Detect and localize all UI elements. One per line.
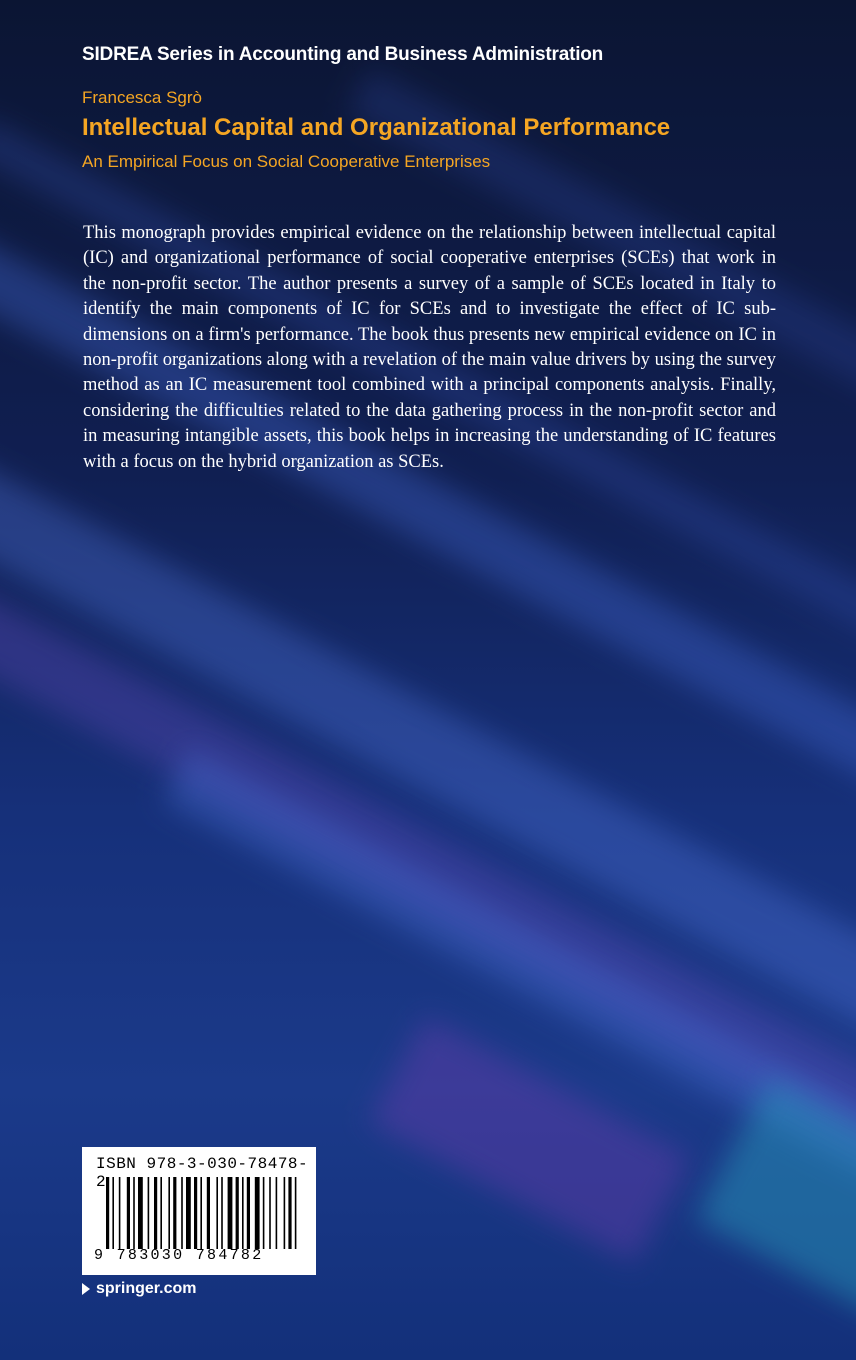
publisher-url: springer.com [96,1280,197,1297]
barcode-bar [173,1177,176,1249]
barcode-bar [255,1177,260,1249]
isbn-barcode [82,1147,316,1275]
barcode-bar [221,1177,223,1249]
barcode-bar [168,1177,170,1249]
barcode-bar [276,1177,278,1249]
barcode-bar [236,1177,239,1249]
barcode-bar [154,1177,157,1249]
series-title: SIDREA Series in Accounting and Business Administration [82,44,604,65]
publisher-link[interactable] [82,1280,196,1298]
barcode-bar [138,1177,143,1249]
barcode-bar [186,1177,191,1249]
barcode-bar [181,1177,183,1249]
triangle-right-icon [82,1283,90,1295]
book-title: Intellectual Capital and Organizational Performance [82,114,671,141]
barcode-bar [127,1177,130,1249]
book-subtitle: An Empirical Focus on Social Cooperative Enterprises [82,152,491,171]
barcode-bar [160,1177,162,1249]
barcode-bar [133,1177,135,1249]
barcode-bar [207,1177,210,1249]
teal-glow [695,1078,856,1323]
barcode-bar [247,1177,250,1249]
barcode-bar [263,1177,265,1249]
isbn-label: ISBN 978-3-030-78478-2 [96,1155,309,1191]
barcode-bar [106,1177,109,1249]
barcode-bar [216,1177,218,1249]
barcode-bar [194,1177,197,1249]
barcode-bar [200,1177,202,1249]
ean-digits: 9 783030 784782 [94,1247,264,1264]
barcode-bar [284,1177,286,1249]
barcode-bar [228,1177,233,1249]
barcode-bar [288,1177,291,1249]
barcode-bar [295,1177,297,1249]
barcode-bar [269,1177,271,1249]
author-name: Francesca Sgrò [82,88,202,107]
barcode-bars [106,1177,306,1249]
book-description: This monograph provides empirical evidence on the relationship between intellectual capital (IC) and organizational performance of social cooperative enterprises (SCEs) that work in the non-profit sector. The author presents a survey of a sample of SCEs located in Italy to identify the main components of IC for SCEs and to investigate the effect of IC sub-dimensions on a firm's performance. The book thus presents new empirical evidence on IC in non-profit organizations along with a revelation of the main value drivers by using the survey method as an IC measurement tool combined with a principal components analysis. Finally, considering the difficulties related to the data gathering process in the non-profit sector and in measuring intangible assets, this book helps in increasing the understanding of IC features with a focus on the hybrid organization as SCEs. [83,223,776,472]
barcode-bar [242,1177,244,1249]
barcode-bar [119,1177,121,1249]
barcode-bar [112,1177,114,1249]
barcode-bar [148,1177,150,1249]
